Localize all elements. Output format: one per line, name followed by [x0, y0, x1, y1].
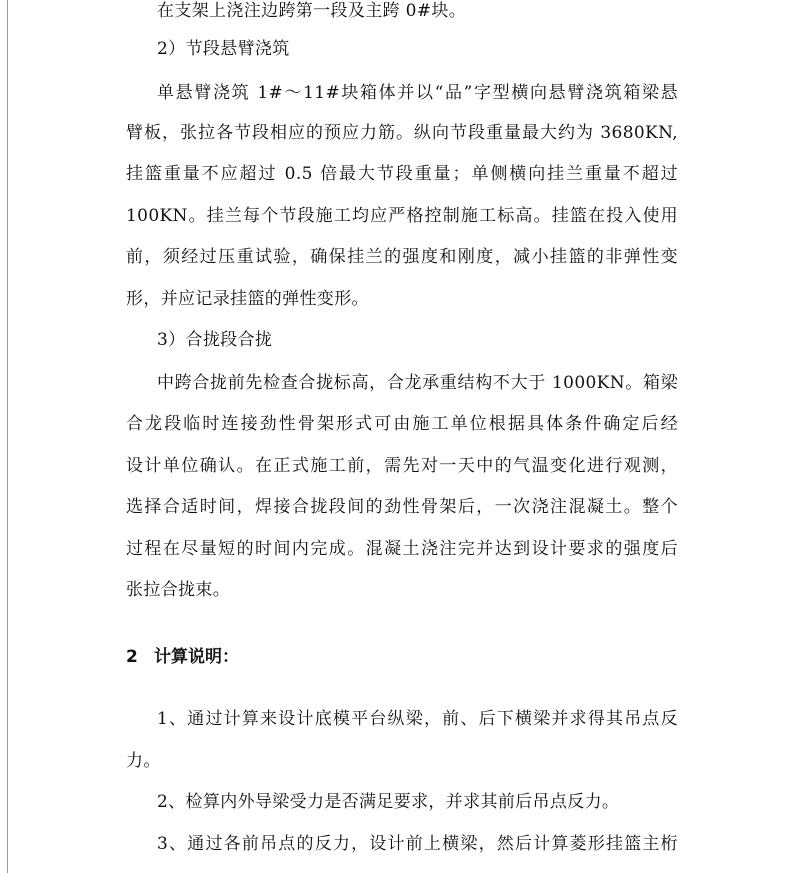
paragraph-line: 中跨合拢前先检查合拢标高，合龙承重结构不大于 1000KN。箱梁: [157, 373, 678, 393]
paragraph-line: 合龙段临时连接劲性骨架形式可由施工单位根据具体条件确定后经: [126, 414, 678, 434]
paragraph-line: 单悬臂浇筑 1#～11#块箱体并以“品”字型横向悬臂浇筑箱梁悬: [157, 83, 678, 103]
section-heading: [126, 646, 239, 668]
paragraph-line: 在支架上浇注边跨第一段及主跨 0#块。: [157, 1, 467, 21]
section-title: 计算说明：: [154, 647, 239, 667]
paragraph-line: 选择合适时间，焊接合拢段间的劲性骨架后，一次浇注混凝土。整个: [126, 497, 678, 517]
list-item: 2、检算内外导梁受力是否满足要求，并求其前后吊点反力。: [157, 792, 620, 812]
paragraph-line: 前，须经过压重试验，确保挂兰的强度和刚度，减小挂篮的非弹性变: [126, 247, 678, 267]
paragraph-line: 100KN。挂兰每个节段施工均应严格控制施工标高。挂篮在投入使用: [126, 206, 678, 226]
list-item-continuation: 力。: [126, 751, 161, 771]
paragraph-line: 张拉合拢束。: [126, 580, 231, 600]
paragraph-line: 形，并应记录挂篮的弹性变形。: [126, 289, 369, 309]
list-item: 3、通过各前吊点的反力，设计前上横梁，然后计算菱形挂篮主桁: [157, 834, 678, 854]
subheading-closure: 3）合拢段合拢: [157, 330, 273, 350]
section-number: 2: [126, 647, 138, 667]
paragraph-line: 设计单位确认。在正式施工前，需先对一天中的气温变化进行观测，: [126, 456, 678, 476]
list-item: 1、通过计算来设计底模平台纵梁，前、后下横梁并求得其吊点反: [157, 709, 678, 729]
paragraph-line: 过程在尽量短的时间内完成。混凝土浇注完并达到设计要求的强度后: [126, 539, 678, 559]
paragraph-line: 臂板，张拉各节段相应的预应力筋。纵向节段重量最大约为 3680KN,: [126, 123, 678, 143]
subheading-segment-cantilever: 2）节段悬臂浇筑: [157, 39, 290, 59]
paragraph-line: 挂篮重量不应超过 0.5 倍最大节段重量；单侧横向挂兰重量不超过: [126, 164, 678, 184]
